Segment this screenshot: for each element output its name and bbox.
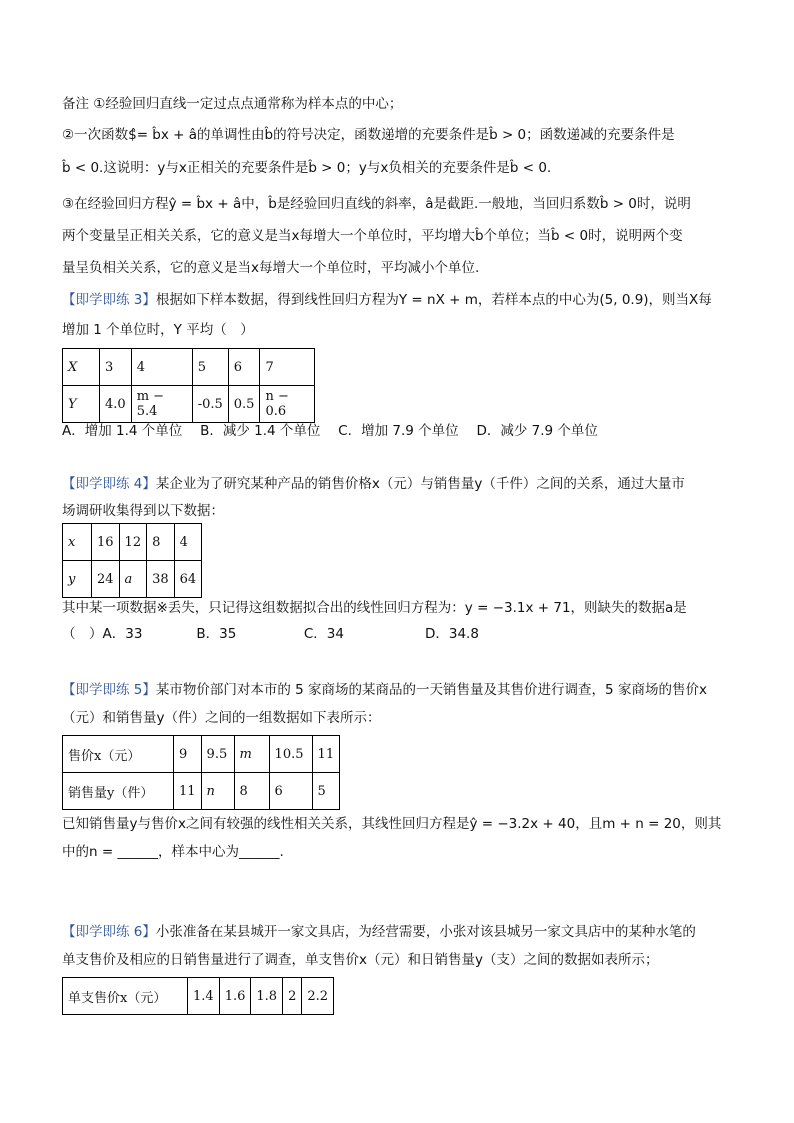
table-cell: 6 bbox=[228, 349, 260, 386]
exercise-3-line-1 bbox=[62, 290, 712, 310]
exercise-5-line-4: 中的n = ______，样本中心为______. bbox=[62, 844, 284, 860]
table-cell: 8 bbox=[147, 524, 175, 561]
table-row bbox=[63, 386, 315, 423]
exercise-4-options: （ ）A．33 B．35 C．34 D．34.8 bbox=[62, 626, 479, 642]
note-line-2: ②一次函数$̂= b̂x + â的单调性由b̂的符号决定，函数递增的充要条件是b̂ > 0；函数递减的充要条件是 bbox=[62, 127, 675, 143]
exercise-4-table bbox=[62, 523, 202, 598]
table-cell: 1.6 bbox=[219, 978, 251, 1015]
table-cell: 11 bbox=[174, 773, 202, 810]
table-cell: x bbox=[63, 524, 92, 561]
note-line-3: b̂ < 0.这说明：y与x正相关的充要条件是b̂ > 0；y与x负相关的充要条件是b̂ < 0. bbox=[62, 160, 552, 176]
table-cell: m bbox=[234, 736, 269, 773]
note-line-1: 备注 ①经验回归直线一定过点点通常称为样本点的中心； bbox=[62, 96, 403, 112]
table-cell: 24 bbox=[92, 561, 120, 598]
table-row bbox=[63, 736, 340, 773]
table-cell: 0.5 bbox=[228, 386, 260, 423]
exercise-5-table bbox=[62, 735, 340, 810]
table-cell: m − 5.4 bbox=[131, 386, 192, 423]
table-cell: a bbox=[119, 561, 147, 598]
exercise-5-line-1 bbox=[62, 680, 707, 700]
exercise-4-line-1 bbox=[62, 474, 685, 494]
exercise-4-tag: 【即学即练 4】 bbox=[62, 476, 156, 492]
table-row bbox=[63, 524, 202, 561]
table-cell: 8 bbox=[234, 773, 269, 810]
table-cell: 11 bbox=[312, 736, 340, 773]
table-cell: y bbox=[63, 561, 92, 598]
exercise-3-options: A．增加 1.4 个单位 B．减少 1.4 个单位 C．增加 7.9 个单位 D．减少 7.9 个单位 bbox=[62, 423, 598, 439]
exercise-3-table bbox=[62, 348, 315, 423]
table-cell: 6 bbox=[269, 773, 312, 810]
table-cell: -0.5 bbox=[192, 386, 228, 423]
table-cell: 2 bbox=[283, 978, 302, 1015]
table-cell: 3 bbox=[100, 349, 132, 386]
exercise-6-table bbox=[62, 977, 334, 1015]
table-cell: 1.8 bbox=[251, 978, 283, 1015]
table-cell: 9 bbox=[174, 736, 202, 773]
table-cell: 1.4 bbox=[188, 978, 220, 1015]
exercise-6-line-2: 单支售价及相应的日销售量进行了调查，单支售价x（元）和日销售量y（支）之间的数据如表所示； bbox=[62, 952, 659, 968]
exercise-3-tag: 【即学即练 3】 bbox=[62, 292, 156, 308]
table-row bbox=[63, 978, 334, 1015]
table-cell: 64 bbox=[174, 561, 202, 598]
table-cell: n bbox=[201, 773, 234, 810]
table-cell: 7 bbox=[260, 349, 315, 386]
table-cell: 10.5 bbox=[269, 736, 312, 773]
table-cell: 38 bbox=[147, 561, 175, 598]
table-cell: 销售量y（件） bbox=[63, 773, 174, 810]
note-line-4: ③在经验回归方程ŷ = b̂x + â中，b̂是经验回归直线的斜率，â是截距.一般地，当回归系数b̂ > 0时，说明 bbox=[62, 196, 691, 212]
exercise-5-text-1: 某市物价部门对本市的 5 家商场的某商品的一天销售量及其售价进行调查，5 家商场的售价x bbox=[155, 682, 707, 698]
table-cell: 4 bbox=[131, 349, 192, 386]
table-row bbox=[63, 773, 340, 810]
exercise-4-text-1: 某企业为了研究某种产品的销售价格x（元）与销售量y（千件）之间的关系，通过大量市 bbox=[155, 476, 685, 492]
table-cell: 4 bbox=[174, 524, 202, 561]
table-cell: 12 bbox=[119, 524, 147, 561]
table-cell: 4.0 bbox=[100, 386, 132, 423]
table-row bbox=[63, 561, 202, 598]
exercise-3-text-1: 根据如下样本数据，得到线性回归方程为Y = nX + m，若样本点的中心为(5, 0.9)，则当X每 bbox=[155, 292, 712, 308]
exercise-3-line-2: 增加 1 个单位时，Y 平均（ ） bbox=[62, 322, 254, 338]
exercise-5-tag: 【即学即练 5】 bbox=[62, 682, 156, 698]
exercise-6-tag: 【即学即练 6】 bbox=[62, 924, 156, 940]
table-cell: 2.2 bbox=[302, 978, 334, 1015]
table-cell: Y bbox=[63, 386, 100, 423]
table-cell: 单支售价x（元） bbox=[63, 978, 188, 1015]
exercise-4-line-2: 场调研收集得到以下数据： bbox=[62, 503, 224, 519]
exercise-5-line-2: （元）和销售量y（件）之间的一组数据如下表所示： bbox=[62, 710, 381, 726]
exercise-5-line-3: 已知销售量y与售价x之间有较强的线性相关关系，其线性回归方程是ŷ = −3.2x + 40，且m + n = 20，则其 bbox=[62, 816, 722, 832]
note-line-6: 量呈负相关关系，它的意义是当x每增大一个单位时，平均减小个单位. bbox=[62, 260, 480, 276]
table-cell: 5 bbox=[192, 349, 228, 386]
note-line-5: 两个变量呈正相关关系，它的意义是当x每增大一个单位时，平均增大b̂个单位；当b̂ < 0时，说明两个变 bbox=[62, 228, 683, 244]
table-cell: 16 bbox=[92, 524, 120, 561]
table-cell: X bbox=[63, 349, 100, 386]
exercise-6-text-1: 小张准备在某县城开一家文具店，为经营需要，小张对该县城另一家文具店中的某种水笔的 bbox=[155, 924, 696, 940]
table-cell: 5 bbox=[312, 773, 340, 810]
table-cell: n − 0.6 bbox=[260, 386, 315, 423]
exercise-6-line-1 bbox=[62, 922, 696, 942]
exercise-4-line-3: 其中某一项数据※丢失，只记得这组数据拟合出的线性回归方程为：y = −3.1x + 71，则缺失的数据a是 bbox=[62, 600, 687, 616]
table-cell: 9.5 bbox=[201, 736, 234, 773]
table-cell: 售价x（元） bbox=[63, 736, 174, 773]
table-row bbox=[63, 349, 315, 386]
